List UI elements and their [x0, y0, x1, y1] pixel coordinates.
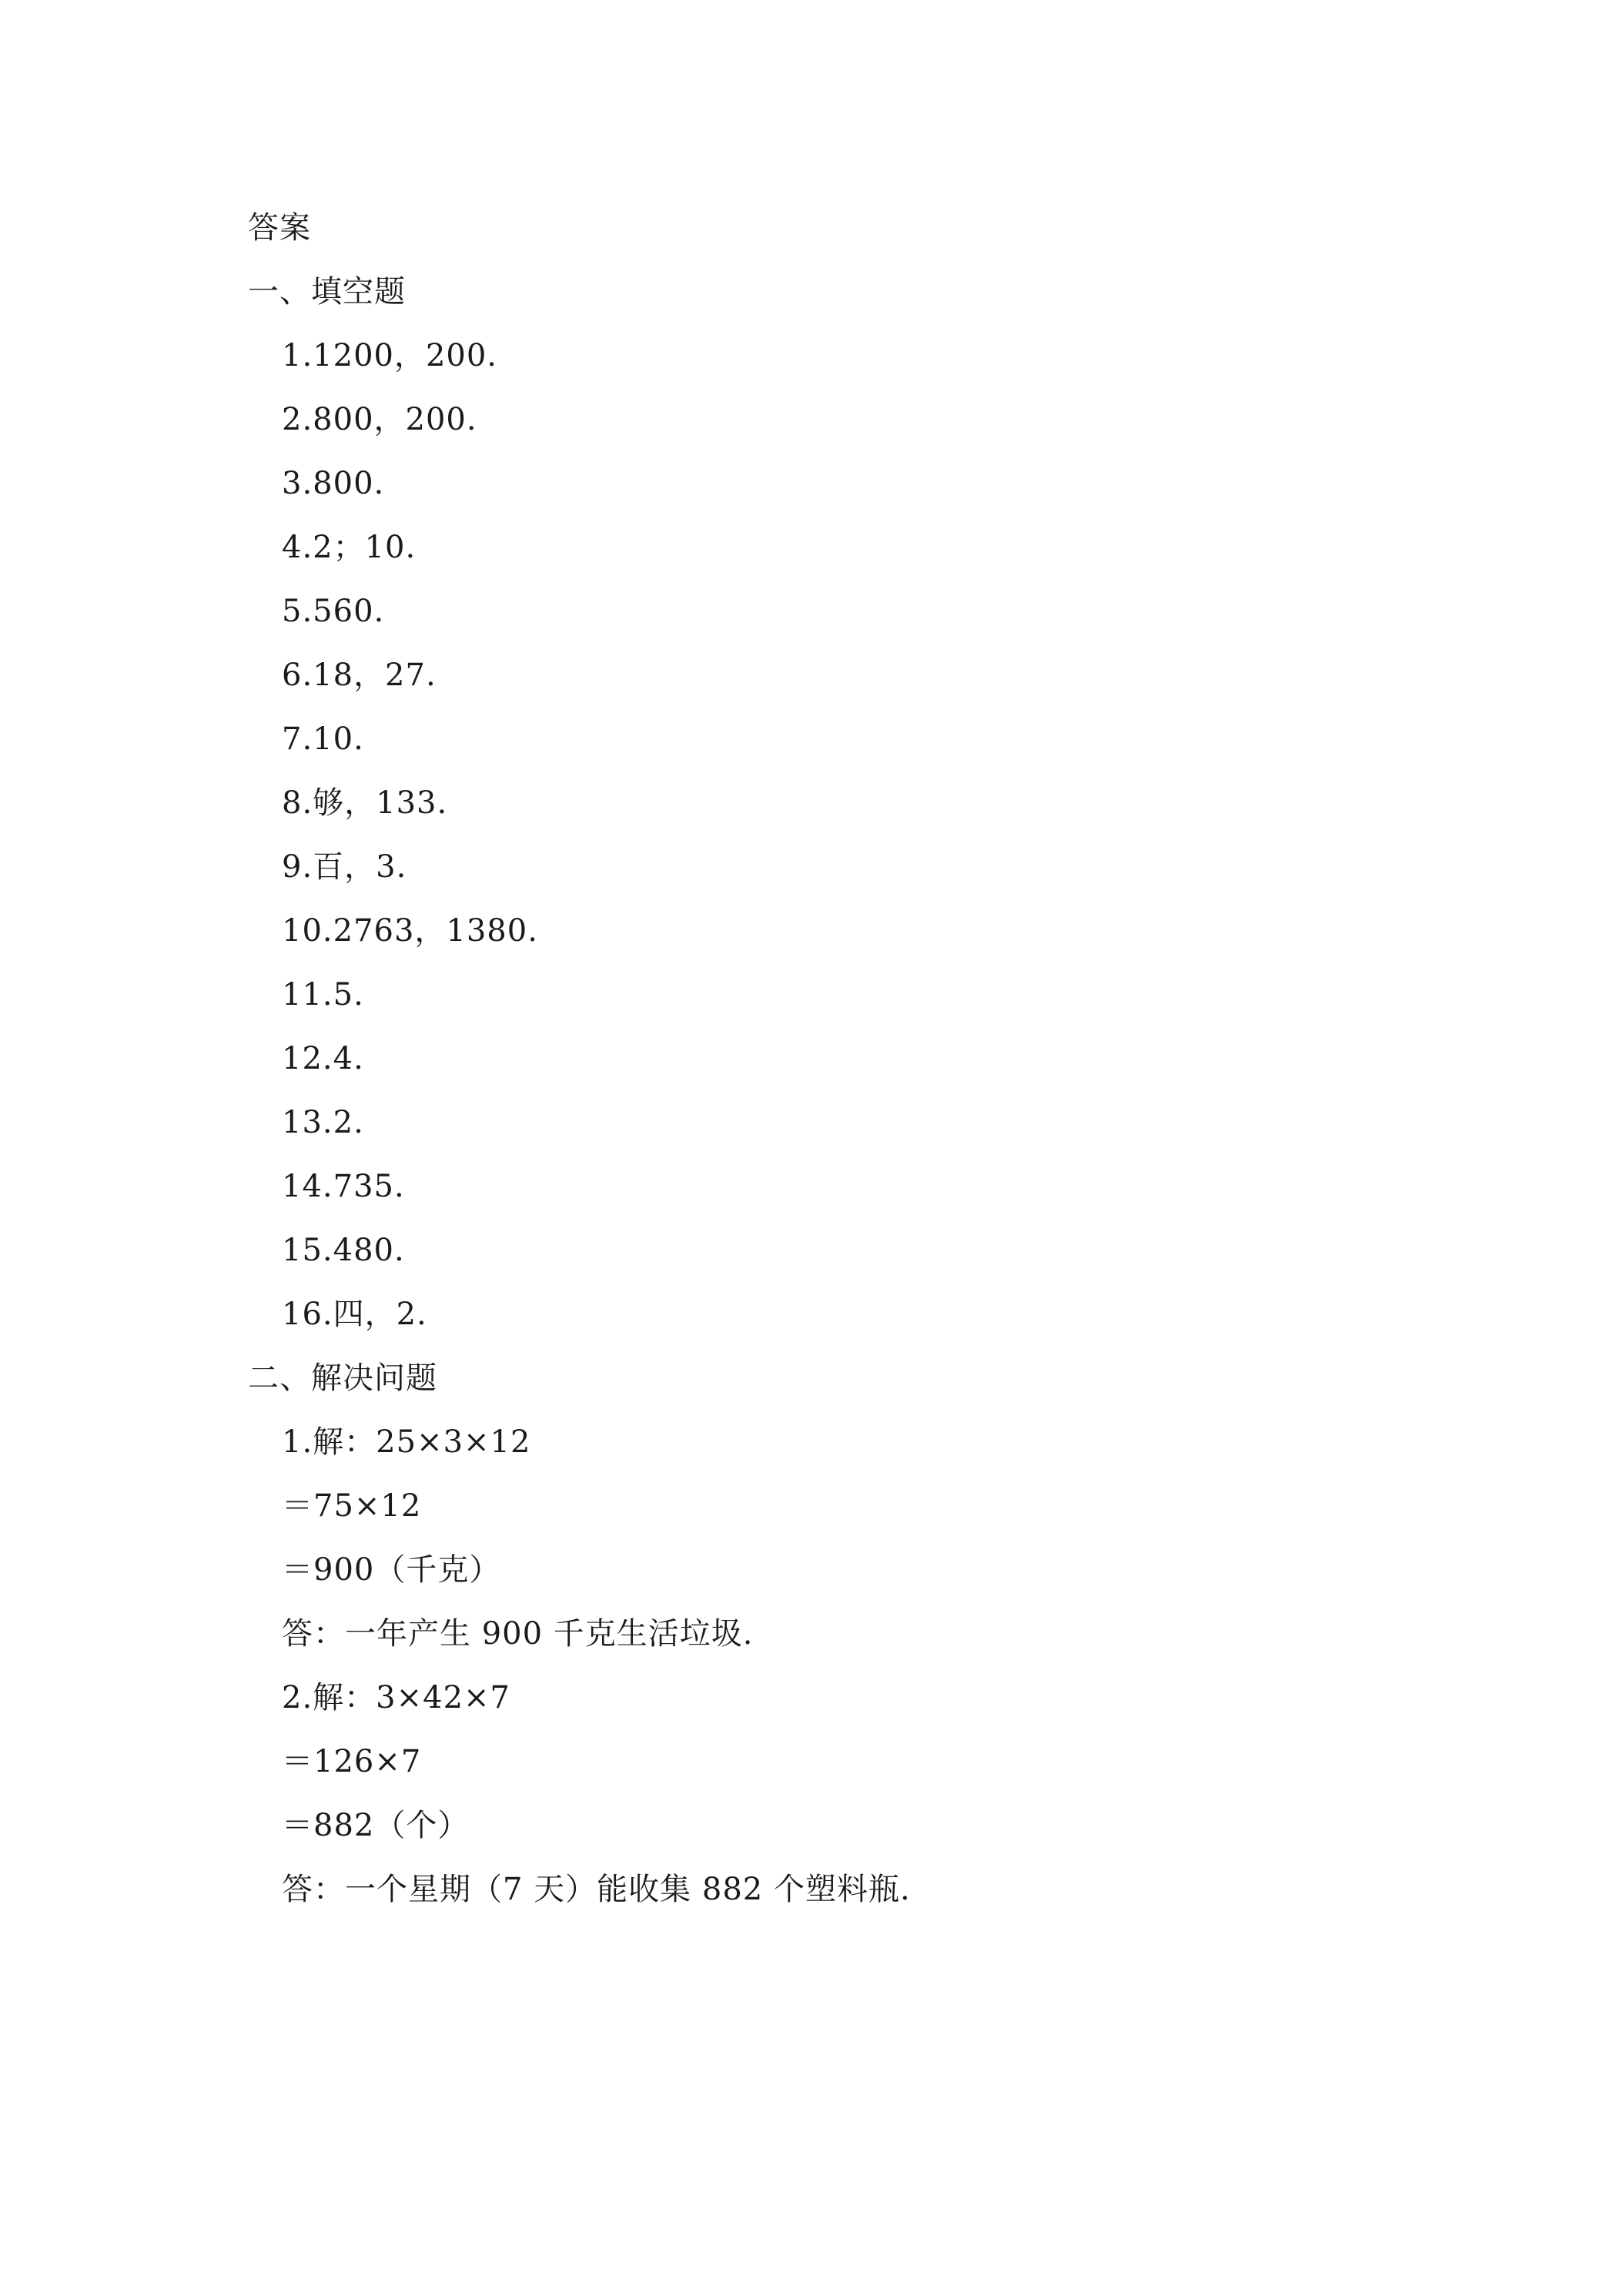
- answer-item-9: 9.百，3.: [282, 849, 407, 885]
- answer-item-1: 1.1200，200.: [282, 338, 498, 373]
- problem-2-step-1: 2.解：3×42×7: [282, 1680, 510, 1715]
- problem-2-step-3: ＝882（个）: [282, 1808, 470, 1843]
- answer-item-2: 2.800，200.: [282, 402, 477, 437]
- answer-item-13: 13.2.: [282, 1105, 364, 1140]
- problem-1-step-3: ＝900（千克）: [282, 1552, 501, 1588]
- problem-1-answer: 答：一年产生 900 千克生活垃圾.: [282, 1616, 754, 1652]
- problem-1-step-2: ＝75×12: [282, 1488, 422, 1524]
- answer-item-7: 7.10.: [282, 721, 364, 757]
- answer-item-15: 15.480.: [282, 1233, 405, 1268]
- problem-2-answer: 答：一个星期（7 天）能收集 882 个塑料瓶.: [282, 1872, 911, 1907]
- answer-item-8: 8.够，133.: [282, 785, 448, 821]
- answer-item-12: 12.4.: [282, 1041, 364, 1076]
- answer-item-11: 11.5.: [282, 977, 364, 1012]
- problem-1-step-1: 1.解：25×3×12: [282, 1424, 531, 1460]
- answer-item-3: 3.800.: [282, 466, 385, 501]
- answer-item-4: 4.2；10.: [282, 530, 417, 565]
- answer-item-14: 14.735.: [282, 1169, 405, 1204]
- page-title: 答案: [248, 210, 311, 246]
- section-heading-problem-solving: 二、解决问题: [248, 1361, 437, 1396]
- answer-item-16: 16.四，2.: [282, 1297, 427, 1332]
- answer-item-5: 5.560.: [282, 594, 385, 629]
- answer-item-6: 6.18，27.: [282, 658, 437, 693]
- section-heading-fill-in: 一、填空题: [248, 274, 406, 310]
- problem-2-step-2: ＝126×7: [282, 1744, 422, 1779]
- answer-item-10: 10.2763，1380.: [282, 913, 538, 949]
